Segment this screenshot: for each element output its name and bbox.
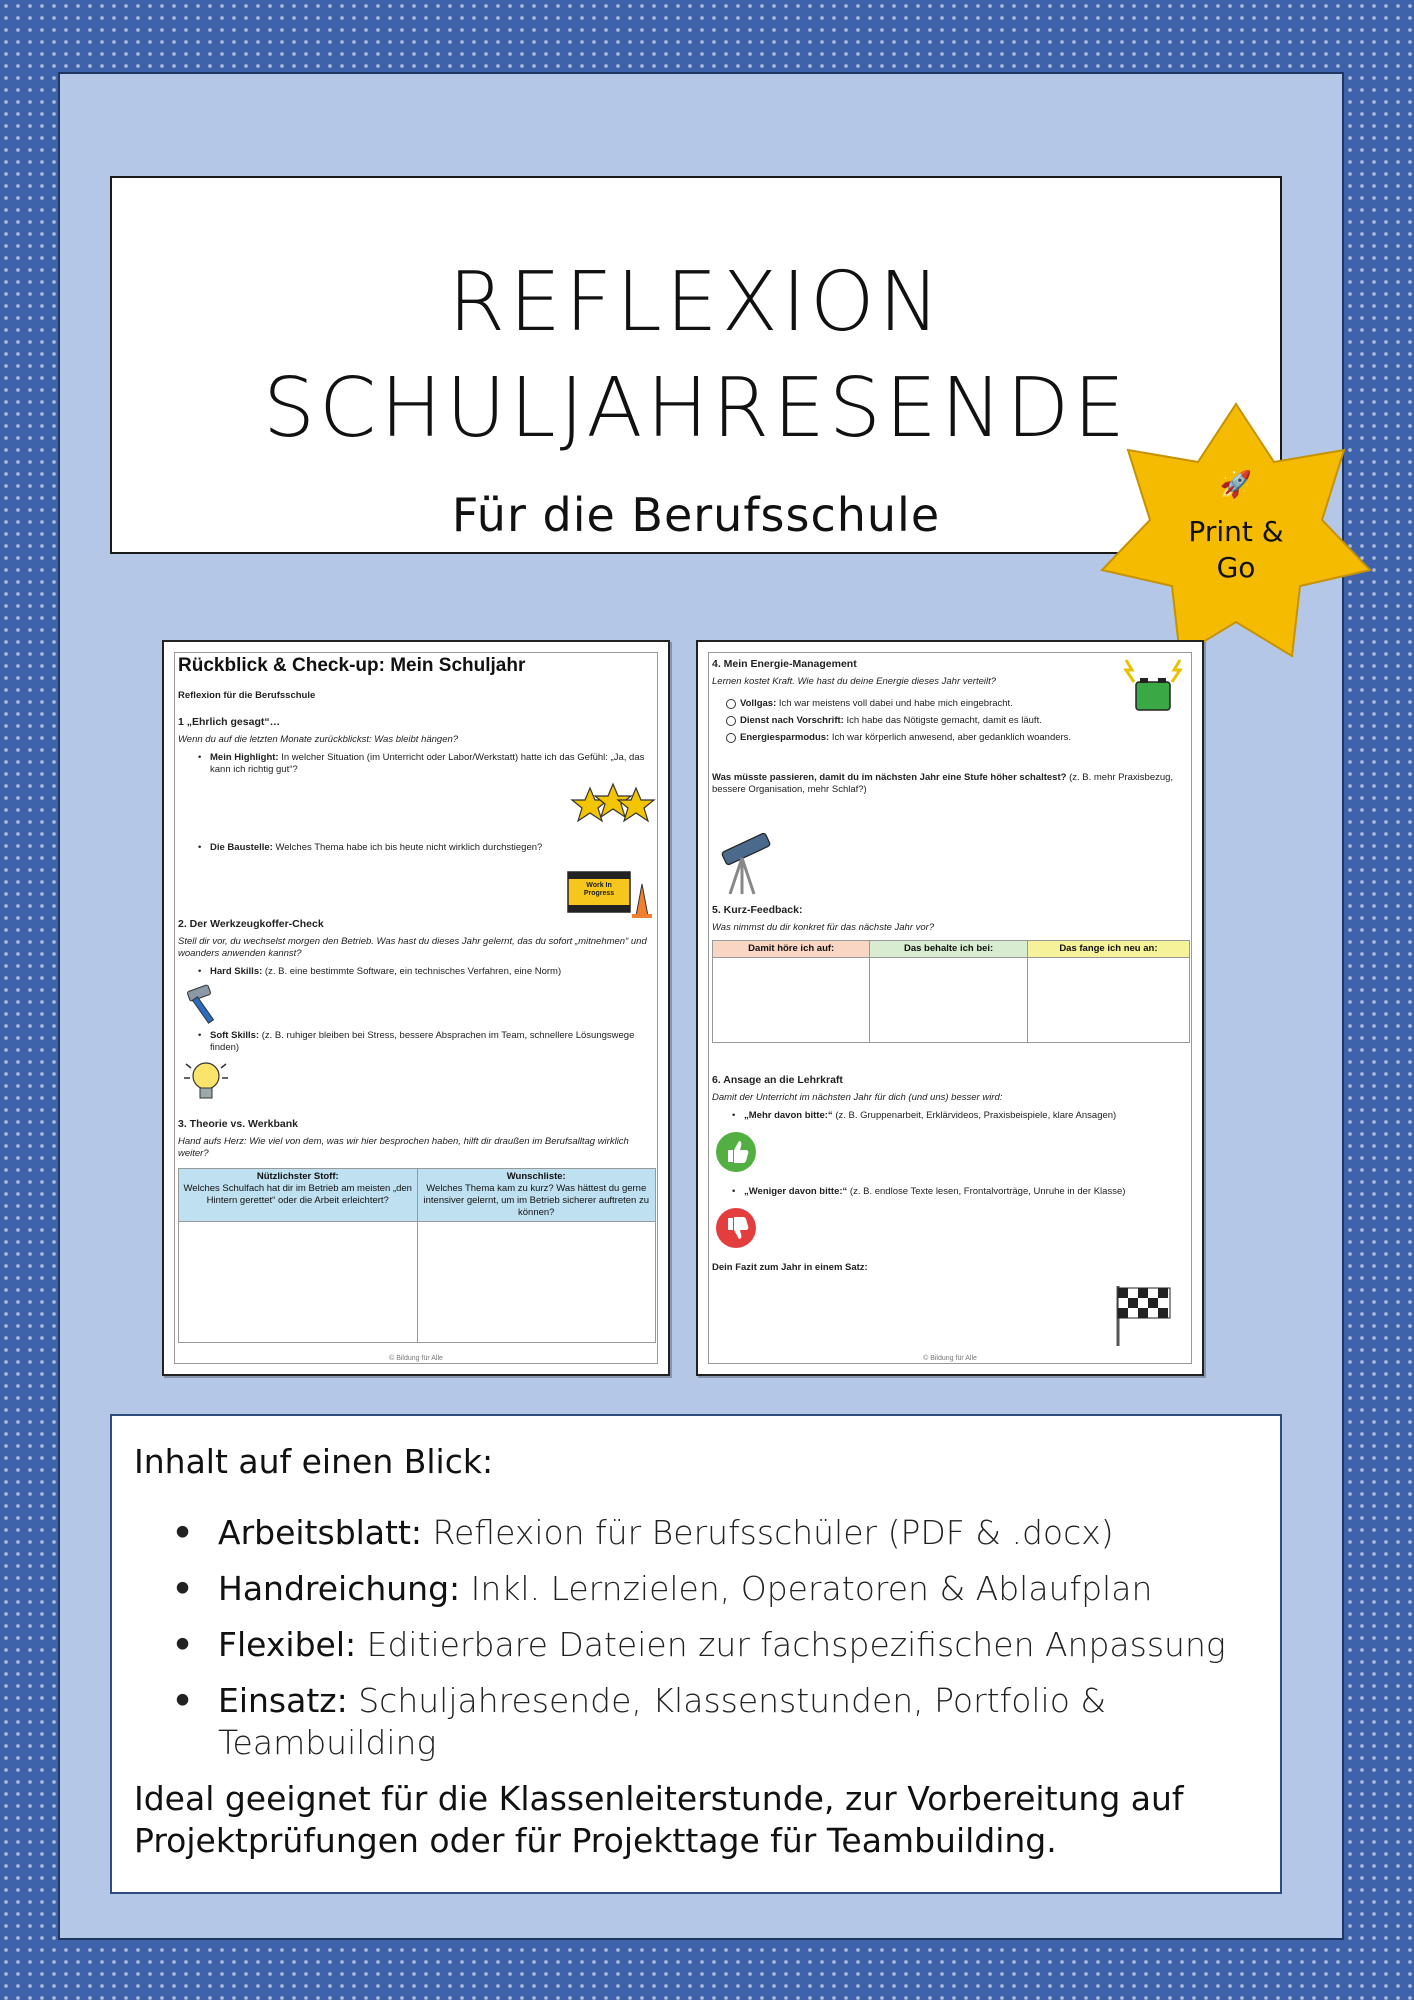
ws1-section-1-intro: Wenn du auf die letzten Monate zurückblickst: Was bleibt hängen? xyxy=(178,734,459,745)
ws1-section-1-heading: 1 „Ehrlich gesagt“… xyxy=(178,716,281,728)
overview-item-einsatz: • Einsatz: Schuljahresende, Klassenstunden, Portfolio & Teambuilding xyxy=(172,1681,1107,1762)
ws1-section-3-intro: Hand aufs Herz: Wie viel von dem, was wir hier besprochen haben, hilft dir draußen im Berufsalltag wirklich weiter? xyxy=(178,1136,629,1159)
table-cell-2 xyxy=(417,1222,656,1343)
ws1-bullet-hard-skills: • Hard Skills: (z. B. eine bestimmte Software, ein technisches Verfahren, eine Norm) xyxy=(198,966,650,978)
feedback-col-start: Das fange ich neu an: xyxy=(1027,941,1189,958)
overview-item-arbeitsblatt: • Arbeitsblatt: Reflexion für Berufsschüler (PDF & .docx) xyxy=(172,1513,1114,1552)
sign-text: Work In Progress xyxy=(583,882,615,897)
ws1-section-3-heading: 3. Theorie vs. Werkbank xyxy=(178,1118,299,1130)
ws1-footer: © Bildung für Alle xyxy=(389,1355,443,1362)
overview-list xyxy=(172,1512,1252,1778)
feedback-cell-2 xyxy=(870,958,1027,1043)
light-bulb-icon xyxy=(182,1056,230,1106)
ws1-subtitle: Reflexion für die Berufsschule xyxy=(178,690,316,701)
ws1-bullet-soft-skills: • Soft Skills: (z. B. ruhiger bleiben bei Stress, bessere Absprachen im Team, schnellere Lösungswege finden) xyxy=(198,1030,650,1054)
table-cell-1 xyxy=(179,1222,418,1343)
bullet-icon: • xyxy=(172,1681,194,1720)
worksheet-preview-page-2 xyxy=(696,640,1204,1376)
bullet-icon: • xyxy=(172,1625,194,1664)
ws1-theory-table xyxy=(178,1168,656,1343)
ws2-section-4-intro: Lernen kostet Kraft. Wie hast du deine Energie dieses Jahr verteilt? xyxy=(712,676,997,687)
ws1-bullet-baustelle: • Die Baustelle: Welches Thema habe ich bis heute nicht wirklich durchstiegen? xyxy=(198,842,650,854)
table-head-2: Wunschliste: Welches Thema kam zu kurz? Was hättest du gerne intensiver gelernt, um im Betrieb sicherer auftreten zu können? xyxy=(417,1169,656,1222)
ws2-bullet-more: • „Mehr davon bitte:“ (z. B. Gruppenarbeit, Erklärvideos, Praxisbeispiele, klare Ansagen) xyxy=(732,1110,1184,1122)
feedback-cell-3 xyxy=(1027,958,1189,1043)
feedback-cell-1 xyxy=(713,958,870,1043)
table-head-1: Nützlichster Stoff: Welches Schulfach hat dir im Betrieb am meisten „den Hintern gerettet“ oder die Arbeit erleichtert? xyxy=(179,1169,418,1222)
ws2-option-2: Dienst nach Vorschrift: Ich habe das Nötigste gemacht, damit es läuft. xyxy=(726,715,1140,727)
ws2-feedback-table xyxy=(712,940,1190,1043)
rocket-icon: 🚀 xyxy=(1219,470,1253,500)
finish-flag-icon xyxy=(1112,1282,1178,1348)
overview-item-flexibel: • Flexibel: Editierbare Dateien zur fachspezifischen Anpassung xyxy=(172,1625,1226,1664)
overview-heading: Inhalt auf einen Blick: xyxy=(134,1442,494,1481)
badge-line-2: Go xyxy=(1216,551,1256,584)
ws2-bullet-less: • „Weniger davon bitte:“ (z. B. endlose Texte lesen, Frontalvorträge, Unruhe in der Klasse) xyxy=(732,1186,1184,1198)
feedback-col-keep: Das behalte ich bei: xyxy=(870,941,1027,958)
ws2-option-3: Energiesparmodus: Ich war körperlich anwesend, aber gedanklich woanders. xyxy=(726,732,1140,744)
content-overview-box xyxy=(110,1414,1282,1894)
overview-summary: Ideal geeignet für die Klassenleiterstunde, zur Vorbereitung auf Projektprüfungen oder für Projekttage für Teambuilding. xyxy=(134,1779,1184,1860)
ws1-bullet-highlight: • Mein Highlight: In welcher Situation (im Unterricht oder Labor/Werkstatt) hatte ich das Gefühl: „Ja, das kann ich richtig gut“? xyxy=(198,752,650,776)
stars-icon xyxy=(568,776,658,832)
ws2-option-1: Vollgas: Ich war meistens voll dabei und habe mich eingebracht. xyxy=(726,698,1140,710)
ws2-section-4-heading: 4. Mein Energie-Management xyxy=(712,658,857,670)
ws2-section-6-intro: Damit der Unterricht im nächsten Jahr für dich (und uns) besser wird: xyxy=(712,1092,1003,1103)
worksheet-preview-page-1 xyxy=(162,640,670,1376)
bullet-icon: • xyxy=(172,1569,194,1608)
ws1-section-2-heading: 2. Der Werkzeugkoffer-Check xyxy=(178,918,324,930)
hammer-icon xyxy=(184,984,228,1024)
telescope-icon xyxy=(716,826,776,896)
print-go-badge xyxy=(1100,400,1372,680)
thumbs-up-icon xyxy=(714,1130,758,1174)
title-line-1: REFLEXION xyxy=(448,255,944,350)
ws2-section-6-heading: 6. Ansage an die Lehrkraft xyxy=(712,1074,843,1086)
ws2-question: Was müsste passieren, damit du im nächsten Jahr eine Stufe höher schaltest? (z. B. mehr Praxisbezug, bessere Organisation, mehr Schlaf?) xyxy=(712,772,1174,795)
ws1-title: Rückblick & Check-up: Mein Schuljahr xyxy=(178,655,526,676)
overview-item-handreichung: • Handreichung: Inkl. Lernzielen, Operatoren & Ablaufplan xyxy=(172,1569,1153,1608)
ws2-section-5-heading: 5. Kurz-Feedback: xyxy=(712,904,803,916)
ws2-footer: © Bildung für Alle xyxy=(923,1355,977,1362)
title-line-2: SCHULJAHRESENDE xyxy=(262,361,1130,456)
subtitle: Für die Berufsschule xyxy=(451,488,941,542)
bullet-icon: • xyxy=(172,1513,194,1552)
ws2-section-5-intro: Was nimmst du dir konkret für das nächste Jahr vor? xyxy=(712,922,935,933)
ws1-section-2-intro: Stell dir vor, du wechselst morgen den Betrieb. Was hast du dieses Jahr gelernt, das du sofort „mitnehmen“ und woanders anwenden kannst? xyxy=(178,936,647,959)
thumbs-down-icon xyxy=(714,1206,758,1250)
badge-line-1: Print & xyxy=(1188,515,1284,548)
feedback-col-stop: Damit höre ich auf: xyxy=(713,941,870,958)
ws2-fazit: Dein Fazit zum Jahr in einem Satz: xyxy=(712,1262,868,1273)
